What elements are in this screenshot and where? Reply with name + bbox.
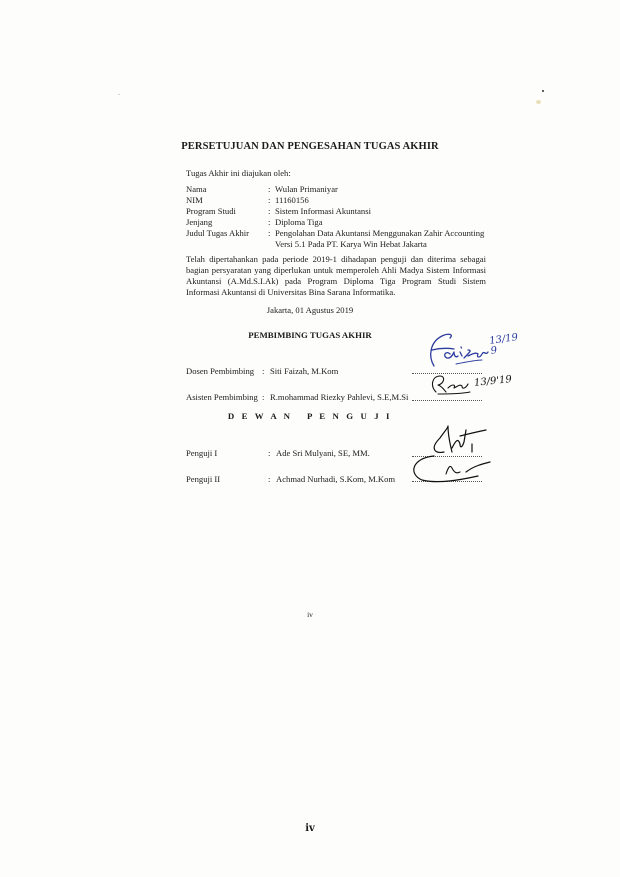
field-colon: : (268, 217, 271, 227)
page-number-footer: iv (305, 823, 315, 834)
field-colon: : (268, 195, 271, 205)
field-label-program-studi: Program Studi (186, 206, 236, 216)
field-value-judul: Pengolahan Data Akuntansi Menggunakan Zahir Accounting (275, 228, 485, 238)
role-asisten-pembimbing: Asisten Pembimbing (186, 392, 258, 402)
intro-text: Tugas Akhir ini diajukan oleh: (186, 168, 291, 178)
signature-dosen-pembimbing (420, 330, 540, 374)
signature-date-2: 13/9'19 (473, 374, 513, 389)
role-dosen-pembimbing: Dosen Pembimbing (186, 366, 255, 376)
field-label-jenjang: Jenjang (186, 217, 213, 227)
page-number-scan: iv (307, 610, 313, 619)
scan-speck (536, 100, 541, 104)
scan-speck (542, 90, 544, 92)
signature-penguji-1 (404, 418, 504, 488)
field-value-nama: Wulan Primaniyar (275, 184, 338, 194)
name-penguji-2: Achmad Nurhadi, S.Kom, M.Kom (276, 474, 396, 484)
field-value-nim: 11160156 (275, 195, 309, 205)
field-colon: : (262, 392, 265, 402)
name-asisten-pembimbing: R.mohammad Riezky Pahlevi, S.E,M.Si (270, 392, 409, 402)
field-colon: : (268, 448, 271, 458)
scan-speck (118, 94, 120, 95)
field-colon: : (268, 184, 271, 194)
document-title: PERSETUJUAN DAN PENGESAHAN TUGAS AKHIR (181, 141, 439, 152)
field-value-judul-line2: Versi 5.1 Pada PT. Karya Win Hebat Jakarta (275, 239, 427, 249)
signature-date-1: 13/19 9 (488, 332, 519, 357)
place-date: Jakarta, 01 Agustus 2019 (266, 305, 354, 315)
field-label-judul: Judul Tugas Akhir (186, 228, 250, 238)
field-value-jenjang: Diploma Tiga (275, 217, 323, 227)
pembimbing-heading: PEMBIMBING TUGAS AKHIR (248, 330, 372, 340)
role-penguji-1: Penguji I (186, 448, 218, 458)
approval-paragraph: Telah dipertahankan pada periode 2019-1 dihadapan penguji dan diterima sebagai bagian persyaratan yang diperlukan untuk memperoleh Ahli Madya Sistem Informasi Akuntansi (A.Md.S.I.Ak) pada Program Diploma Tiga Program Studi Sistem Informasi Akuntansi di Universitas Bina Sarana Informatika. (186, 254, 486, 298)
field-colon: : (268, 228, 271, 238)
field-label-nim: NIM (186, 195, 203, 205)
name-penguji-1: Ade Sri Mulyani, SE, MM. (276, 448, 370, 458)
role-penguji-2: Penguji II (186, 474, 221, 484)
field-label-nama: Nama (186, 184, 207, 194)
signature-line (412, 400, 482, 401)
field-colon: : (268, 206, 271, 216)
penguji-heading: D E W A N P E N G U J I (227, 411, 393, 421)
field-value-program-studi: Sistem Informasi Akuntansi (275, 206, 371, 216)
name-dosen-pembimbing: Siti Faizah, M.Kom (270, 366, 339, 376)
field-colon: : (268, 474, 271, 484)
field-colon: : (262, 366, 265, 376)
